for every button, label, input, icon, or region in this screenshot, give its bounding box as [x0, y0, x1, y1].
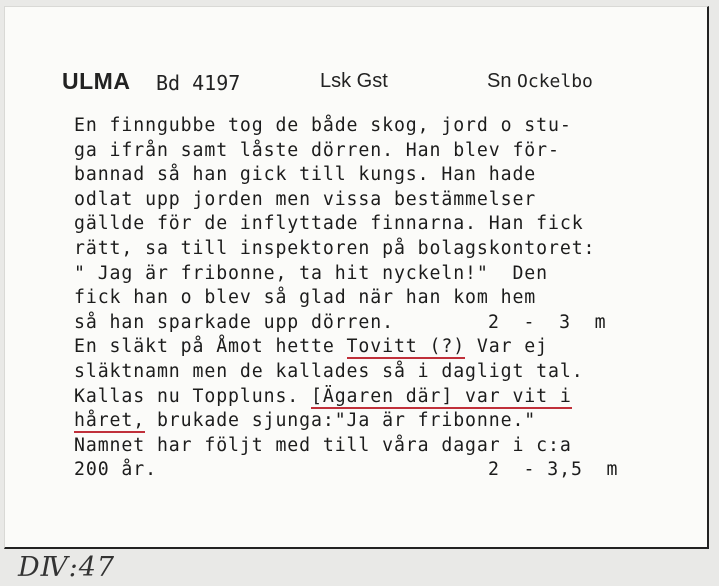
text-line: bannad så han gick till kungs. Han hade — [74, 164, 537, 186]
parish-name: Ockelbo — [517, 71, 593, 92]
line-text: brukade sjunga:"Ja är fribonne." — [145, 410, 537, 432]
text-line: släktnamn men de kallades så i dagligt tal. — [74, 360, 584, 382]
line-text: Kallas nu Toppluns. — [74, 385, 311, 407]
parish-prefix: Sn — [487, 70, 512, 92]
text-line: En finngubbe tog de både skog, jord o stu- — [74, 115, 572, 136]
line-text: Var ej — [465, 336, 548, 358]
text-line — [74, 458, 694, 483]
text-line — [74, 409, 694, 434]
underlined-phrase: håret, — [74, 410, 146, 432]
parish-field — [487, 70, 593, 93]
text-line: gällde för de inflyttade finnarna. Han fick — [74, 213, 584, 235]
text-line: " Jag är fribonne, ta hit nyckeln!" Den — [74, 262, 548, 284]
line-text: En släkt på Åmot hette — [74, 336, 347, 358]
archive-code: ULMA — [62, 68, 131, 94]
text-line: rätt, sa till inspektoren på bolagskontoret: — [74, 237, 596, 259]
underlined-phrase: [Ägaren där] var vit i — [311, 385, 572, 407]
text-line — [74, 311, 694, 336]
volume-number: Bd 4197 — [156, 71, 241, 95]
text-line: Namnet har följt med till våra dagar i c:a — [74, 434, 572, 456]
text-line: ga ifrån samt låste dörren. Han blev för- — [74, 139, 560, 161]
measure-range: 2 - 3 m — [488, 311, 607, 333]
text-line — [74, 385, 694, 410]
archive-stamp: DⅣ:47 — [18, 552, 116, 583]
underlined-name: Tovitt (?) — [346, 336, 466, 358]
text-line: odlat upp jorden men vissa bestämmelser — [74, 188, 537, 210]
measure-range: 2 - 3,5 m — [488, 459, 619, 481]
record-text — [74, 114, 694, 483]
region-code: Lsk Gst — [320, 70, 388, 92]
line-text: så han sparkade upp dörren. — [74, 311, 394, 333]
text-line — [74, 335, 694, 360]
text-line: fick han o blev så glad när han kom hem — [74, 287, 537, 309]
line-text: 200 år. — [74, 459, 157, 481]
